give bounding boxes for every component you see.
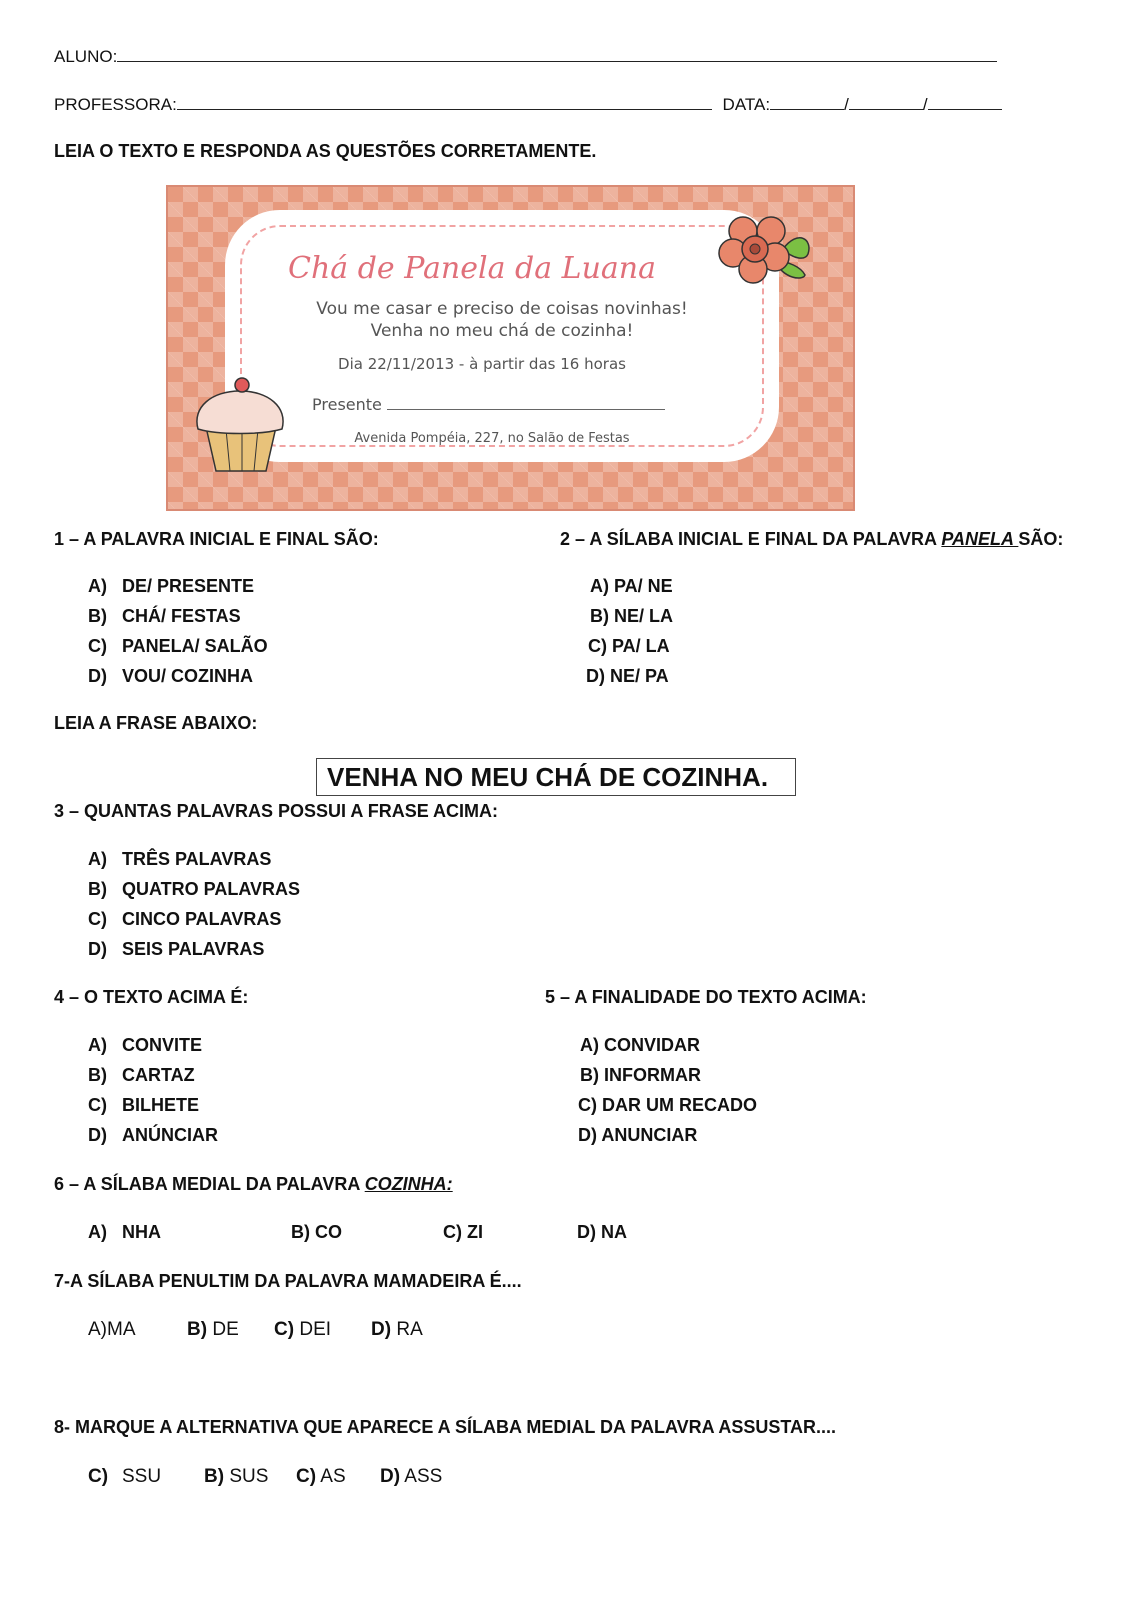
instruction: LEIA O TEXTO E RESPONDA AS QUESTÕES CORRETAMENTE. (54, 141, 597, 161)
question-7: 7-A SÍLABA PENULTIM DA PALAVRA MAMADEIRA É.... (54, 1271, 522, 1291)
option-text: CINCO PALAVRAS (122, 909, 282, 929)
option-letter: C) (88, 1466, 109, 1487)
question-6 (54, 1174, 453, 1195)
option-letter: A) (88, 1035, 107, 1055)
flower-icon (713, 209, 813, 289)
invitation-address: Avenida Pompéia, 227, no Salão de Festas (354, 431, 630, 446)
q8-option-c1[interactable] (88, 1466, 161, 1488)
q1-option-c[interactable] (88, 636, 268, 657)
highlighted-word: PANELA (941, 529, 1019, 549)
q6-option-d[interactable] (577, 1222, 627, 1243)
question-3: 3 – QUANTAS PALAVRAS POSSUI A FRASE ACIMA: (54, 801, 499, 821)
option-letter: D) (371, 1319, 392, 1340)
option-text: RA (396, 1319, 423, 1340)
q7-option-d[interactable] (371, 1319, 423, 1341)
q3-option-a[interactable] (88, 849, 271, 870)
q1-option-d[interactable] (88, 666, 253, 687)
invitation-title: Chá de Panela da Luana (288, 251, 656, 286)
question-text: 6 – A SÍLABA MEDIAL DA PALAVRA (54, 1174, 365, 1194)
option-letter: B) (204, 1466, 225, 1487)
question-8: 8- MARQUE A ALTERNATIVA QUE APARECE A SÍLABA MEDIAL DA PALAVRA ASSUSTAR.... (54, 1417, 837, 1437)
leia-frase-heading: LEIA A FRASE ABAIXO: (54, 713, 258, 733)
sentence-box: VENHA NO MEU CHÁ DE COZINHA. (316, 758, 796, 796)
option-text: ASS (404, 1466, 443, 1487)
question-5: 5 – A FINALIDADE DO TEXTO ACIMA: (545, 987, 867, 1007)
option-letter: B) (291, 1222, 310, 1242)
option-text: DE/ PRESENTE (122, 576, 255, 596)
option-text: DE (212, 1319, 239, 1340)
q2-option-c[interactable]: C) PA/ LA (588, 636, 670, 656)
q3-option-d[interactable] (88, 939, 264, 960)
option-letter: B) (88, 879, 107, 899)
invitation-line-1: Vou me casar e preciso de coisas novinhas! (316, 299, 688, 319)
option-text: NA (601, 1222, 628, 1242)
data-month-blank[interactable] (849, 92, 923, 110)
option-text: ANÚNCIAR (122, 1125, 218, 1145)
option-letter: C) (88, 909, 107, 929)
option-letter: D) (577, 1222, 596, 1242)
option-text: CO (315, 1222, 343, 1242)
q6-option-b[interactable] (291, 1222, 342, 1243)
aluno-label: ALUNO: (54, 47, 118, 66)
q5-option-d[interactable]: D) ANUNCIAR (578, 1125, 698, 1145)
option-letter: A) (88, 1319, 107, 1340)
q8-option-b[interactable] (204, 1466, 268, 1488)
option-text: BILHETE (122, 1095, 200, 1115)
option-text: NHA (122, 1222, 161, 1242)
option-letter: C) (88, 1095, 107, 1115)
option-letter: C) (296, 1466, 317, 1487)
q6-option-a[interactable] (88, 1222, 161, 1243)
q1-option-a[interactable] (88, 576, 254, 597)
q3-option-c[interactable] (88, 909, 281, 930)
option-letter: A) (88, 1222, 107, 1242)
q8-option-d[interactable] (380, 1466, 442, 1488)
option-letter: B) (88, 606, 107, 626)
q4-option-a[interactable] (88, 1035, 202, 1056)
q7-option-b[interactable] (187, 1319, 239, 1341)
q4-option-c[interactable] (88, 1095, 199, 1116)
option-text: MA (107, 1319, 136, 1340)
data-label: DATA: (722, 95, 771, 114)
invitation-frame (232, 217, 772, 455)
invitation-line-2: Venha no meu chá de cozinha! (370, 321, 634, 341)
q4-option-d[interactable] (88, 1125, 218, 1146)
q8-option-c2[interactable] (296, 1466, 346, 1488)
q7-option-c[interactable] (274, 1319, 331, 1341)
option-text: CONVITE (122, 1035, 203, 1055)
option-letter: D) (88, 666, 107, 686)
option-letter: D) (88, 1125, 107, 1145)
q2-option-d[interactable]: D) NE/ PA (586, 666, 669, 686)
invitation-date: Dia 22/11/2013 - à partir das 16 horas (338, 355, 626, 373)
option-text: SEIS PALAVRAS (122, 939, 265, 959)
q5-option-a[interactable]: A) CONVIDAR (580, 1035, 700, 1055)
q7-option-a[interactable] (88, 1319, 136, 1341)
aluno-field (54, 44, 997, 67)
q2-option-a[interactable]: A) PA/ NE (590, 576, 673, 596)
option-text: SSU (122, 1466, 162, 1487)
data-day-blank[interactable] (770, 92, 844, 110)
highlighted-word: COZINHA: (364, 1174, 453, 1194)
option-text: CARTAZ (122, 1065, 195, 1085)
date-slash: / (922, 95, 928, 114)
option-text: CHÁ/ FESTAS (122, 606, 241, 626)
option-letter: C) (88, 636, 107, 656)
option-letter: D) (88, 939, 107, 959)
option-text: QUATRO PALAVRAS (122, 879, 300, 899)
option-letter: A) (88, 849, 107, 869)
aluno-blank-line[interactable] (117, 44, 997, 62)
q1-option-b[interactable] (88, 606, 241, 627)
date-slash: / (844, 95, 849, 114)
professora-field (54, 92, 1002, 115)
option-text: AS (320, 1466, 346, 1487)
option-letter: B) (187, 1319, 208, 1340)
question-1: 1 – A PALAVRA INICIAL E FINAL SÃO: (54, 529, 379, 549)
option-text: PANELA/ SALÃO (122, 636, 268, 656)
option-letter: D) (380, 1466, 401, 1487)
question-text: SÃO: (1018, 529, 1064, 549)
option-text: DEI (299, 1319, 332, 1340)
presente-field (312, 395, 665, 414)
option-text: TRÊS PALAVRAS (122, 849, 272, 869)
q2-option-b[interactable]: B) NE/ LA (590, 606, 673, 626)
presente-label: Presente (312, 395, 382, 414)
q4-option-b[interactable] (88, 1065, 195, 1086)
q5-option-c[interactable]: C) DAR UM RECADO (578, 1095, 757, 1115)
q5-option-b[interactable]: B) INFORMAR (580, 1065, 701, 1085)
q3-option-b[interactable] (88, 879, 300, 900)
professora-blank-line[interactable] (177, 92, 712, 110)
option-letter: C) (274, 1319, 295, 1340)
option-text: SUS (229, 1466, 269, 1487)
question-2 (560, 529, 1063, 550)
option-letter: C) (443, 1222, 462, 1242)
option-letter: B) (88, 1065, 107, 1085)
presente-line (387, 397, 665, 410)
cupcake-icon (192, 377, 288, 477)
data-year-blank[interactable] (928, 92, 1002, 110)
question-text: 2 – A SÍLABA INICIAL E FINAL DA PALAVRA (560, 529, 942, 549)
option-text: ZI (467, 1222, 484, 1242)
question-4: 4 – O TEXTO ACIMA É: (54, 987, 249, 1007)
professora-label: PROFESSORA: (54, 95, 177, 114)
q6-option-c[interactable] (443, 1222, 483, 1243)
option-text: VOU/ COZINHA (122, 666, 254, 686)
invitation-card (166, 185, 855, 511)
option-letter: A) (88, 576, 107, 596)
